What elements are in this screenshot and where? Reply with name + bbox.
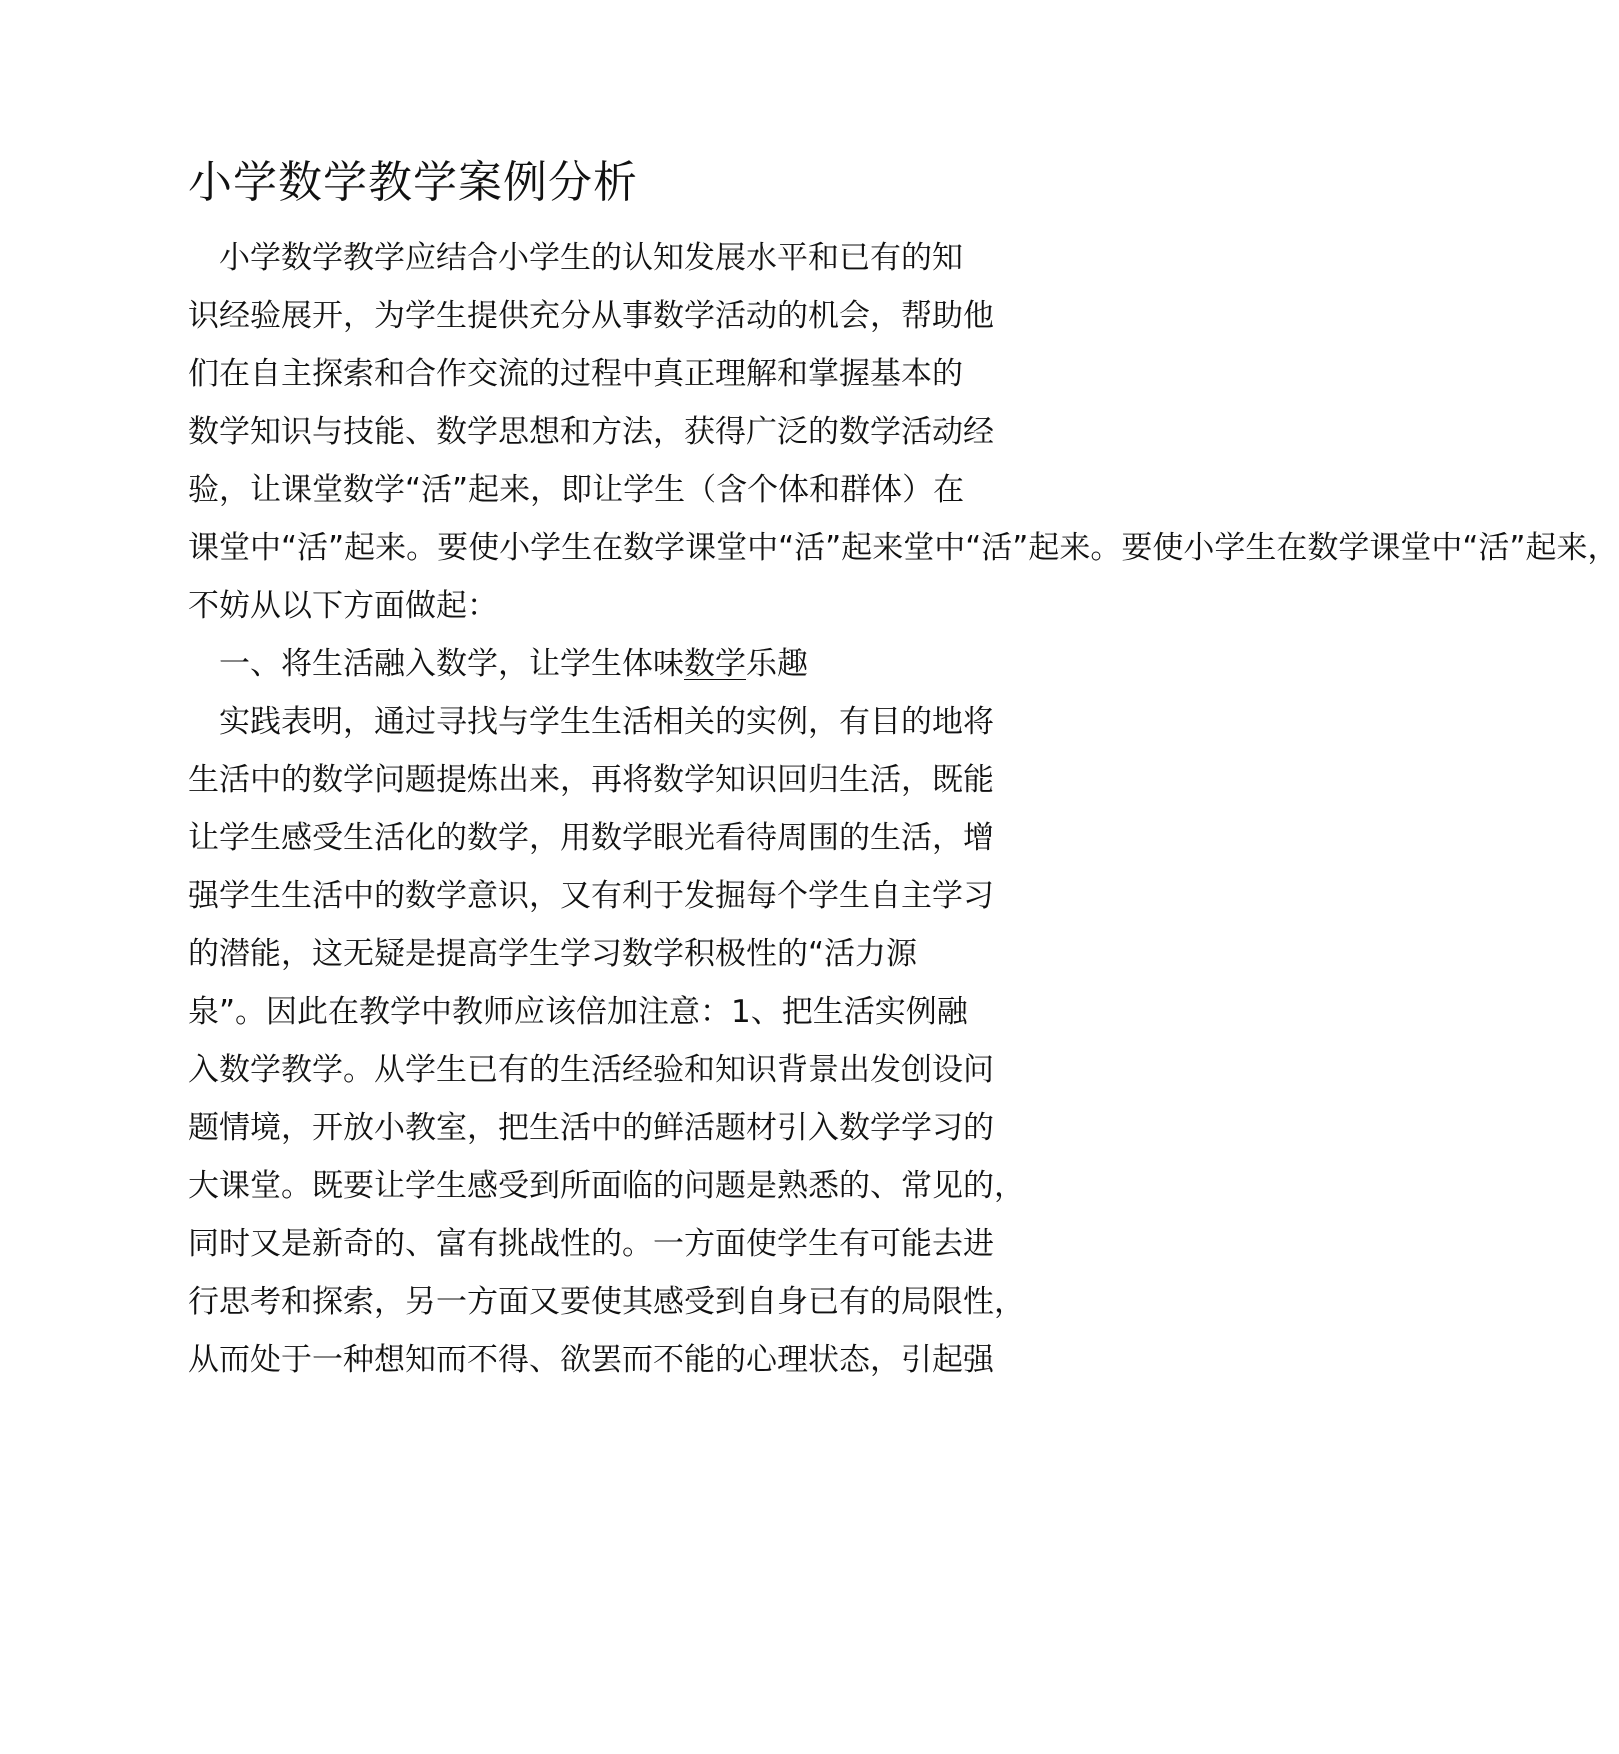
- body-line: 数学知识与技能、数学思想和方法，获得广泛的数学活动经: [188, 414, 994, 450]
- body-line: 大课堂。既要让学生感受到所面临的问题是熟悉的、常见的，: [188, 1168, 1025, 1204]
- body-line: 让学生感受生活化的数学，用数学眼光看待周围的生活，增: [188, 820, 994, 856]
- underlined-term: 数学: [684, 646, 746, 682]
- body-line: 题情境，开放小教室，把生活中的鲜活题材引入数学学习的: [188, 1110, 994, 1146]
- body-line: 行思考和探索，另一方面又要使其感受到自身已有的局限性，: [188, 1284, 1025, 1320]
- body-line: 课堂中“活”起来。要使小学生在数学课堂中“活”起来堂中“活”起来。要使小学生在数学课堂中“活”起来，: [188, 530, 1619, 566]
- body-line: 生活中的数学问题提炼出来，再将数学知识回归生活，既能: [188, 762, 994, 798]
- body-line: 实践表明，通过寻找与学生生活相关的实例，有目的地将: [188, 704, 994, 740]
- body-line: 强学生生活中的数学意识，又有利于发掘每个学生自主学习: [188, 878, 994, 914]
- body-line: 同时又是新奇的、富有挑战性的。一方面使学生有可能去进: [188, 1226, 994, 1262]
- body-line: 们在自主探索和合作交流的过程中真正理解和掌握基本的: [188, 356, 963, 392]
- body-line: 入数学教学。从学生已有的生活经验和知识背景出发创设问: [188, 1052, 994, 1088]
- body-line: 的潜能，这无疑是提高学生学习数学积极性的“活力源: [188, 936, 918, 972]
- body-line: 从而处于一种想知而不得、欲罢而不能的心理状态，引起强: [188, 1342, 994, 1378]
- body-line: 泉”。因此在教学中教师应该倍加注意：1、把生活实例融: [188, 994, 968, 1030]
- body-line: 不妨从以下方面做起：: [188, 588, 498, 624]
- body-line: 小学数学教学应结合小学生的认知发展水平和已有的知: [188, 240, 963, 276]
- body-line: 识经验展开，为学生提供充分从事数学活动的机会，帮助他: [188, 298, 994, 334]
- body-line: 验，让课堂数学“活”起来，即让学生（含个体和群体）在: [188, 472, 965, 508]
- document-title: 小学数学教学案例分析: [188, 157, 638, 208]
- body-line: 一、将生活融入数学，让学生体味数学乐趣: [188, 646, 808, 682]
